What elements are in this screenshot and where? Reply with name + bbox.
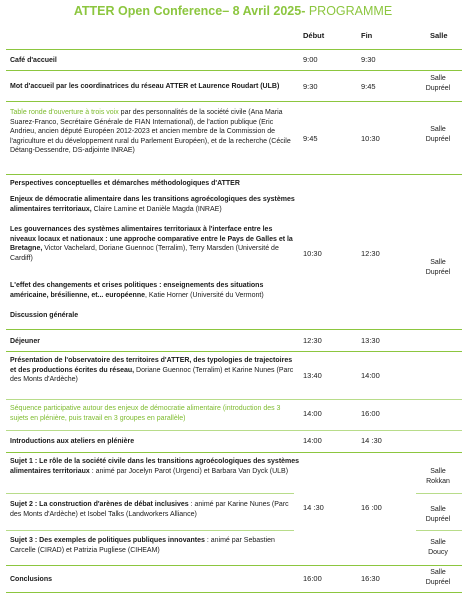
row-divider xyxy=(6,174,462,175)
row-divider xyxy=(6,430,462,431)
row-sequence-fin: 16:00 xyxy=(361,409,380,418)
row-conclusions-label: Conclusions xyxy=(10,576,53,583)
row-divider xyxy=(416,530,462,531)
salle-name: Dupréel xyxy=(425,268,451,276)
row-sequence-label: Séquence participative autour des enjeux de démocratie alimentaire (introduction des 3 sujets en plénière, puis travail en 3 groupes en parallèle) xyxy=(10,405,281,422)
sujet-1 xyxy=(10,457,300,476)
row-divider xyxy=(6,399,462,400)
table-ronde-title: Table ronde d'ouverture à trois voix xyxy=(10,109,119,116)
sujet-3-speakers: : animé par Sebastien Carcelle (CIRAD) et Patrizia Pugliese (CIHEAM) xyxy=(10,537,275,554)
row-introductions-label: Introductions aux ateliers en plénière xyxy=(10,438,135,445)
row-conclusions-fin: 16:30 xyxy=(361,574,380,583)
row-cafe-fin: 9:30 xyxy=(361,55,376,64)
salle-label: Salle xyxy=(430,506,446,513)
row-presentation-label xyxy=(10,356,296,385)
row-divider xyxy=(6,101,462,102)
row-sequence-debut: 14:00 xyxy=(303,409,322,418)
row-divider xyxy=(6,329,462,330)
talk-effet-speakers: , Katie Horner (Université du Vermont) xyxy=(145,291,264,299)
row-divider xyxy=(6,49,462,50)
row-dejeuner-fin: 13:30 xyxy=(361,336,380,345)
row-sujets-fin: 16 :00 xyxy=(361,503,382,512)
sujet-3 xyxy=(10,536,300,555)
row-mot-label: Mot d'accueil par les coordinatrices du réseau ATTER et Laurence Roudart (ULB) xyxy=(10,83,280,90)
row-mot-debut: 9:30 xyxy=(303,82,318,91)
salle-label: Salle xyxy=(430,259,446,266)
salle-label: Salle xyxy=(430,569,446,576)
sujet-1-title: Sujet 1 : Le rôle de la société civile dans les transitions agroécologiques des systèmes alimentaires territoriaux xyxy=(10,458,300,475)
row-divider xyxy=(416,493,462,494)
row-table-ronde-salle xyxy=(418,125,458,144)
column-header-debut: Début xyxy=(303,31,325,40)
talk-enjeux-speakers: Claire Lamine et Danièle Magda (INRAE) xyxy=(91,205,222,213)
row-divider xyxy=(6,493,294,494)
title-programme: PROGRAMME xyxy=(305,4,393,18)
sujet-2-salle xyxy=(418,505,458,524)
salle-name: Dupréel xyxy=(425,84,451,92)
row-cafe-label: Café d'accueil xyxy=(10,57,57,64)
sujet-2 xyxy=(10,500,300,519)
row-mot-fin: 9:45 xyxy=(361,82,376,91)
row-table-ronde-label xyxy=(10,108,296,156)
row-divider xyxy=(6,565,462,566)
row-divider xyxy=(6,592,462,593)
row-conclusions-debut: 16:00 xyxy=(303,574,322,583)
talk-enjeux-title: Enjeux de démocratie alimentaire dans les transitions agroécologiques des systèmes alimentaires territoriaux, xyxy=(10,196,295,213)
row-presentation-fin: 14:00 xyxy=(361,371,380,380)
sujet-1-salle xyxy=(418,467,458,486)
discussion-generale: Discussion générale xyxy=(10,312,79,319)
sujet-3-title: Sujet 3 : Des exemples de politiques publiques innovantes xyxy=(10,537,205,544)
perspectives-title: Perspectives conceptuelles et démarches méthodologiques d'ATTER xyxy=(10,180,240,187)
row-mot-salle xyxy=(418,74,458,93)
row-sujets-debut: 14 :30 xyxy=(303,503,324,512)
sujet-2-speakers: : animé par Karine Nunes (Parc des Monts d'Ardèche) et Isobel Talks (Landworkers Alliance) xyxy=(10,501,289,518)
row-divider xyxy=(6,452,462,453)
row-dejeuner-label: Déjeuner xyxy=(10,338,40,345)
row-cafe-debut: 9:00 xyxy=(303,55,318,64)
column-header-salle: Salle xyxy=(430,31,448,40)
page-title xyxy=(0,3,466,19)
presentation-title: Présentation de l'observatoire des territoires d'ATTER, des typologies de trajectoires et des productions écrites du réseau, xyxy=(10,357,293,374)
sujet-3-salle xyxy=(418,538,458,557)
title-main: ATTER Open Conference– 8 Avril 2025- xyxy=(73,4,306,18)
salle-name: Dupréel xyxy=(425,135,451,143)
salle-label: Salle xyxy=(430,126,446,133)
sujet-2-title: Sujet 2 : La construction d'arènes de débat inclusives xyxy=(10,501,189,508)
talk-gouvernances-title: Les gouvernances des systèmes alimentaires territoriaux à l'interface entre les niveaux locaux et nationaux : une approche comparative entre le Pays de Galles et la Bretagne, xyxy=(10,226,293,253)
row-perspectives-salle xyxy=(418,258,458,277)
talk-gouvernances xyxy=(10,225,296,263)
row-table-ronde-debut: 9:45 xyxy=(303,134,318,143)
salle-name: Rokkan xyxy=(426,477,450,485)
row-divider xyxy=(6,70,462,71)
row-conclusions-salle xyxy=(418,568,458,587)
salle-label: Salle xyxy=(430,539,446,546)
row-dejeuner-debut: 12:30 xyxy=(303,336,322,345)
salle-label: Salle xyxy=(430,468,446,475)
presentation-speakers: Doriane Guennoc (Terralim) et Karine Nunes (Parc des Monts d'Ardèche) xyxy=(10,366,294,384)
talk-gouvernances-speakers: Victor Vachelard, Doriane Guennoc (Terralim), Terry Marsden (Université de Cardiff) xyxy=(10,245,279,262)
salle-name: Doucy xyxy=(428,548,448,556)
row-perspectives-debut: 10:30 xyxy=(303,249,322,258)
salle-name: Dupréel xyxy=(425,578,451,586)
row-introductions-fin: 14 :30 xyxy=(361,436,382,445)
column-header-fin: Fin xyxy=(361,31,373,40)
row-introductions-debut: 14:00 xyxy=(303,436,322,445)
salle-label: Salle xyxy=(430,75,446,82)
sujet-1-speakers: : animé par Jocelyn Parot (Urgenci) et Barbara Van Dyck (ULB) xyxy=(89,467,289,475)
talk-enjeux xyxy=(10,195,296,214)
row-divider xyxy=(6,351,462,352)
salle-name: Dupréel xyxy=(425,515,451,523)
row-table-ronde-fin: 10:30 xyxy=(361,134,380,143)
row-presentation-debut: 13:40 xyxy=(303,371,322,380)
row-perspectives-fin: 12:30 xyxy=(361,249,380,258)
talk-effet xyxy=(10,281,296,300)
table-ronde-desc: par des personnalités de la société civile (Ana Maria Suarez-Franco, Secrétaire Générale de FIAN International), de l'action publique (Eric Andrieu, ancien député Européen 2012-2023 et ancien membre de la Commission de l'agriculture et du développement rural du Parlement Européen), et de la recherche (Cécile Détang-Dessendre, DS-adjointe INRAE) xyxy=(10,109,291,155)
row-divider xyxy=(6,530,294,531)
talk-effet-title: L'effet des changements et crises politiques : enseignements des situations américaine, brésilienne, et... européenne xyxy=(10,282,264,299)
